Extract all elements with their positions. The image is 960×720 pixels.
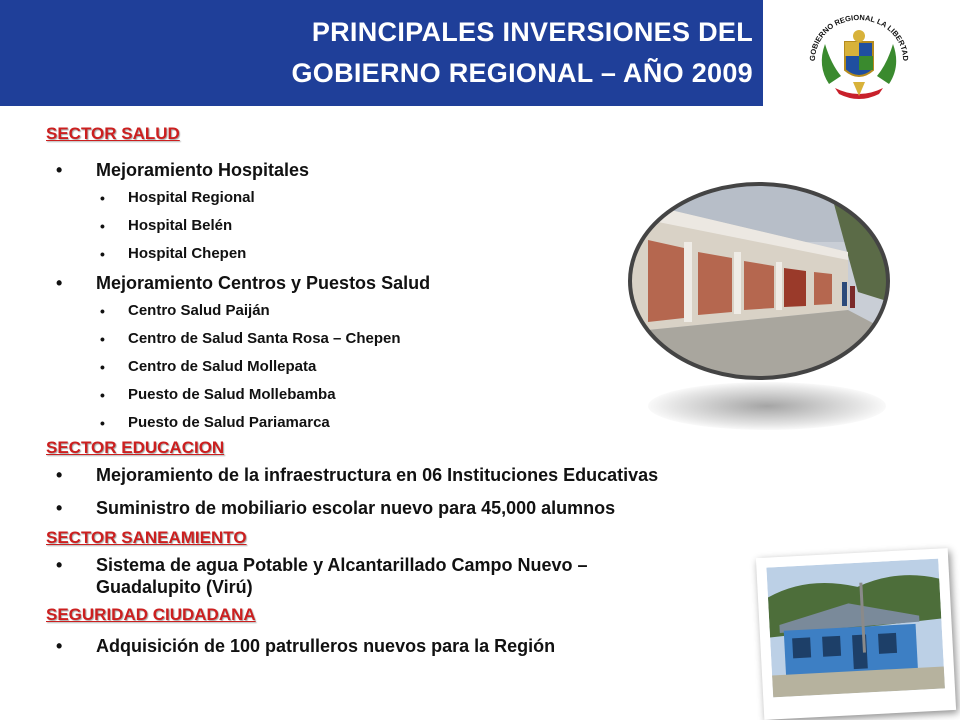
slide-title-line1: PRINCIPALES INVERSIONES DEL bbox=[311, 17, 753, 47]
sub-list-item: • Centro de Salud Santa Rosa – Chepen bbox=[100, 330, 401, 347]
sector-heading-educacion: SECTOR EDUCACION bbox=[46, 438, 225, 457]
sub-list-item: • Puesto de Salud Mollebamba bbox=[100, 386, 336, 403]
sub-list-item: • Centro de Salud Mollepata bbox=[100, 358, 317, 375]
sector-heading-saneamiento: SECTOR SANEAMIENTO bbox=[46, 528, 247, 547]
sub-list-item: • Puesto de Salud Pariamarca bbox=[100, 414, 330, 431]
seal-text: GOBIERNO REGIONAL LA LIBERTAD bbox=[807, 12, 911, 62]
blue-school-building-photo bbox=[766, 559, 945, 698]
sub-list-item: • Hospital Chepen bbox=[100, 245, 247, 262]
sub-list-item: • Centro Salud Paiján bbox=[100, 302, 270, 319]
list-item: • Adquisición de 100 patrulleros nuevos para la Región bbox=[56, 636, 556, 656]
health-center-corridor-photo bbox=[628, 182, 890, 380]
sub-list-item: • Hospital Regional bbox=[100, 189, 255, 206]
list-item: • Mejoramiento Hospitales bbox=[56, 160, 310, 180]
list-item: • Mejoramiento de la infraestructura en 06 Instituciones Educativas bbox=[56, 465, 659, 485]
photo-frame bbox=[756, 548, 956, 720]
title-banner bbox=[0, 0, 763, 106]
slide-title bbox=[53, 12, 753, 94]
list-item: • Mejoramiento Centros y Puestos Salud bbox=[56, 273, 431, 293]
sub-list-item: • Hospital Belén bbox=[100, 217, 233, 234]
regional-government-seal bbox=[795, 4, 923, 106]
slide-title-line2: GOBIERNO REGIONAL – AÑO 2009 bbox=[291, 58, 753, 88]
list-item: • Sistema de agua Potable y Alcantarillado Campo Nuevo – Guadalupito (Virú) bbox=[56, 555, 588, 597]
list-item: • Suministro de mobiliario escolar nuevo para 45,000 alumnos bbox=[56, 498, 616, 518]
sector-heading-salud: SECTOR SALUD bbox=[46, 124, 180, 143]
photo-reflection-shadow bbox=[648, 382, 886, 430]
sector-heading-seguridad: SEGURIDAD CIUDADANA bbox=[46, 605, 256, 624]
